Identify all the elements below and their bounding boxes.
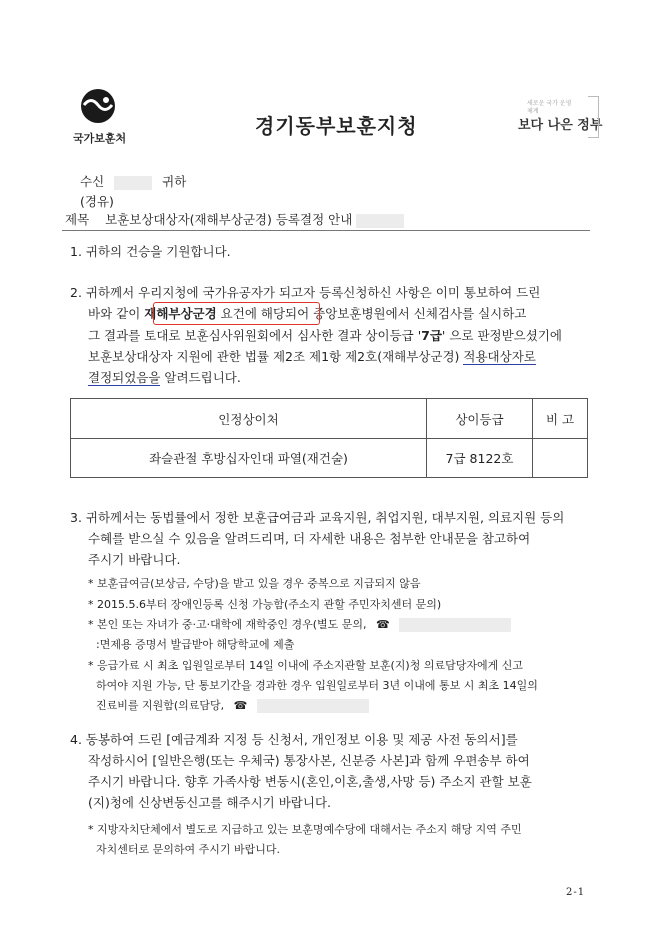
phone-icon: ☎ <box>376 618 390 631</box>
paragraph-2-line-1: 2. 귀하께서 우리지청에 국가유공자가 되고자 등록신청하신 사항은 이미 통보하여 드린 <box>70 285 541 300</box>
paragraph-2-line-3 <box>88 326 562 345</box>
paragraph-4-line-3: 주시기 바랍니다. 향후 가족사항 변동시(혼인,이혼,출생,사망 등) 주소지 관할 보훈 <box>88 774 532 789</box>
table-header: 인정상이처 <box>71 399 427 439</box>
note-education-text: * 본인 또는 자녀가 중·고·대학에 재학중인 경우(별도 문의, <box>88 618 367 631</box>
paragraph-4-line-2: 작성하시어 [일반은행(또는 우체국) 통장사본, 신분증 사본]과 함께 우편송부 하여 <box>88 753 530 768</box>
subject-text: 보훈보상대상자(재해부상군경) 등록결정 안내 <box>105 212 353 227</box>
note-education <box>88 617 511 633</box>
slogan-small: 새로운 국가 운영체계 <box>527 100 572 115</box>
agency-logo <box>80 88 116 124</box>
note-emergency-3-text: 진료비를 지원함(의료담당, <box>96 699 225 712</box>
table-cell: 7급 8122호 <box>427 439 533 478</box>
phone-icon: ☎ <box>233 699 248 712</box>
p2-l3c: ' 으로 판정받으셨기에 <box>441 328 562 343</box>
agency-name: 국가보훈처 <box>73 132 127 145</box>
paragraph-3-line-1: 3. 귀하께서는 동법률에서 정한 보훈급여금과 교육지원, 취업지원, 대부지원, 의료지원 등의 <box>70 510 565 525</box>
redacted-phone <box>257 699 369 713</box>
redacted-phone <box>399 618 511 632</box>
note-emergency-3 <box>96 698 369 714</box>
highlight-box <box>153 302 320 325</box>
paragraph-2-line-4 <box>88 347 536 366</box>
decided-underlined: 결정되었음을 <box>88 370 161 385</box>
subject-line <box>65 210 404 229</box>
redacted-name <box>114 176 152 190</box>
disability-grade: 7급 <box>421 328 442 343</box>
highlight-disaster-veteran: 재해부상군경 <box>144 306 217 321</box>
p2-l2a: 바와 같이 <box>88 306 145 321</box>
note-disability-registration: * 2015.5.6부터 장애인등록 신청 가능함(주소지 관할 주민자치센터 문의) <box>88 598 442 611</box>
note-emergency-1: * 응급가료 시 최초 입원일로부터 14일 이내에 주소지관할 보훈(지)청 의료담당자에게 신고 <box>88 659 523 672</box>
paragraph-4-line-4: (지)청에 신상변동신고를 해주시기 바랍니다. <box>88 795 331 810</box>
p2-l3a: 그 결과를 토대로 보훈심사위원회에서 심사한 결과 상이등급 ' <box>88 328 422 343</box>
note-benefits: * 보훈급여금(보상금, 수당)을 받고 있을 경우 중복으로 지급되지 않음 <box>88 577 421 590</box>
note-honor-allowance: * 지방자치단체에서 별도로 지급하고 있는 보훈명예수당에 대해서는 주소지 해당 지역 주민 <box>88 823 522 836</box>
table-cell <box>533 439 588 478</box>
table-header: 상이등급 <box>427 399 533 439</box>
note-emergency-2: 하여야 지원 가능, 단 통보기간을 경과한 경우 입원일로부터 3년 이내에 통보 시 최초 14일의 <box>96 679 538 692</box>
table-header-row <box>71 399 588 439</box>
recipient-label: 수신 <box>80 174 105 189</box>
paragraph-2-line-5 <box>88 368 241 387</box>
p2-l2c: 요건에 해당되어 중앙보훈병원에서 신체검사를 실시하고 <box>216 306 527 321</box>
slogan-bracket <box>588 96 599 138</box>
note-honor-allowance-cont: 자치센터로 문의하여 주시기 바랍니다. <box>96 843 281 856</box>
p2-l5b: 알려드립니다. <box>160 370 241 385</box>
recipient-line <box>80 172 186 191</box>
injury-table <box>70 398 588 478</box>
table-cell: 좌슬관절 후방십자인대 파열(재건술) <box>71 439 427 478</box>
document-title: 경기동부보훈지청 <box>255 114 418 138</box>
paragraph-1: 1. 귀하의 건승을 기원합니다. <box>70 244 231 259</box>
slogan-logo: 보다 나은 정부 <box>518 118 603 133</box>
paragraph-3-line-2: 수혜를 받으실 수 있음을 알려드리며, 더 자세한 내용은 첨부한 안내문을 참고하여 <box>88 531 531 546</box>
subject-divider <box>62 230 590 231</box>
table-row <box>71 439 588 478</box>
redacted-subject <box>356 214 404 228</box>
recipient-suffix: 귀하 <box>162 174 187 189</box>
table-header: 비 고 <box>533 399 588 439</box>
page-number: 2-1 <box>566 887 586 898</box>
p2-l4a: 보훈보상대상자 지원에 관한 법률 제2조 제1항 제2호(재해부상군경) <box>88 349 464 364</box>
via-line: (경유) <box>80 194 114 209</box>
subject-label: 제목 <box>65 212 90 227</box>
paragraph-4-line-1: 4. 동봉하여 드린 [예금계좌 지정 등 신청서, 개인정보 이용 및 제공 사전 동의서]를 <box>70 732 518 747</box>
note-education-cont: :면제용 증명서 발급받아 해당학교에 제출 <box>96 638 295 651</box>
paragraph-3-line-3: 주시기 바랍니다. <box>88 552 181 567</box>
eligible-underlined: 적용대상자로 <box>463 349 536 364</box>
